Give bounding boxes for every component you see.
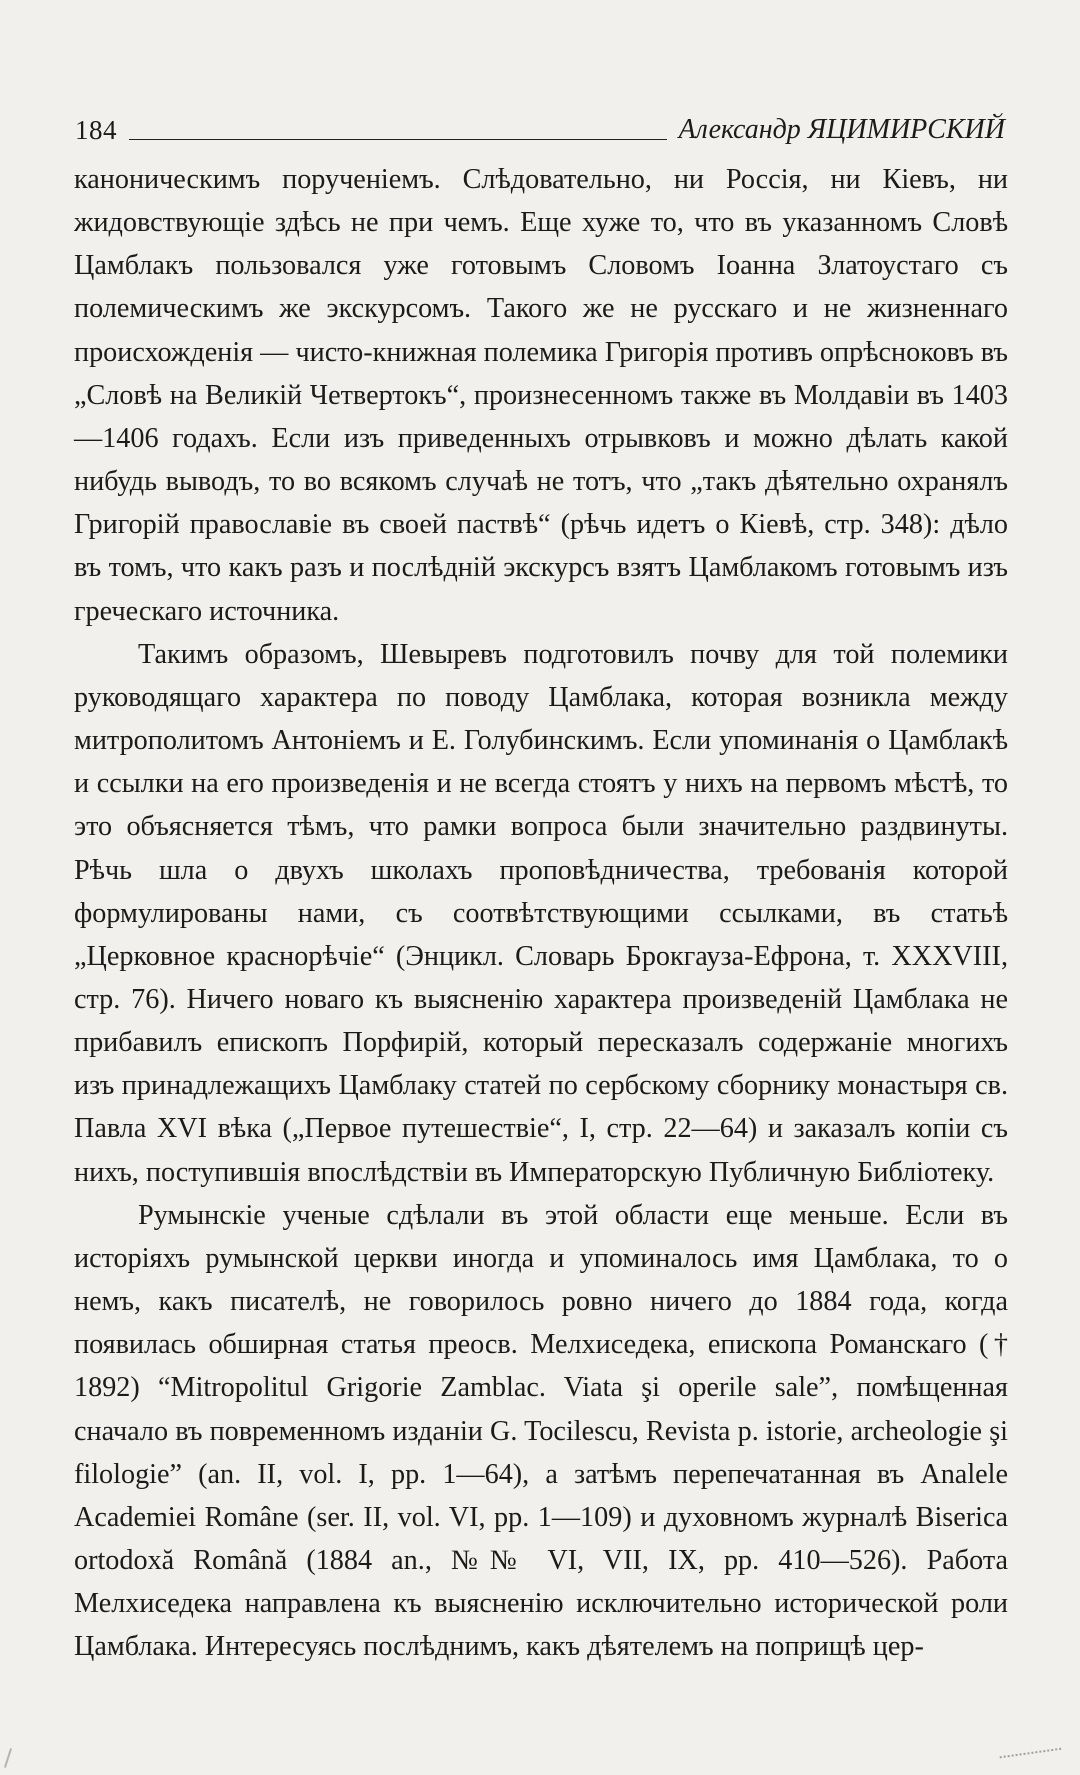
scan-artifact xyxy=(1000,1748,1063,1767)
paragraph-continued: каноническимъ порученіемъ. Слѣдовательно, ни Россія, ни Кіевъ, ни жидовствующіе здѣсь не при чемъ. Еще хуже то, что въ указанномъ Словѣ Цамблакъ пользовался уже готовымъ Словомъ Іоанна Златоустаго съ полемическимъ же экскурсомъ. Такого же не русскаго и не жизненнаго происхожденія — чисто-книжная полемика Григорія противъ опрѣсноковъ въ „Словѣ на Великій Четвертокъ“, произнесенномъ также въ Молдавіи въ 1403—1406 годахъ. Если изъ приведенныхъ отрывковъ и можно дѣлать какой нибудь выводъ, то во всякомъ случаѣ не тотъ, что „такъ дѣятельно охранялъ Григорій православіе въ своей паствѣ“ (рѣчь идетъ о Кіевѣ, стр. 348): дѣло въ томъ, что какъ разъ и послѣдній экскурсъ взятъ Цамблакомъ готовымъ изъ греческаго источника. xyxy=(74,164,1008,627)
paragraph: Румынскіе ученые сдѣлали въ этой области еще меньше. Если въ исторіяхъ румынской церкви иногда и упоминалось имя Цамблака, то о немъ, какъ писателѣ, не говорилось ровно ничего до 1884 года, когда появилась обширная статья преосв. Мелхиседека, епископа Романскаго († 1892) “Mitropolitul Grigorie Zamblac. Viata şi operile sale”, помѣщенная сначало въ повременномъ изданіи G. Tocilescu, Revista p. istorie, archeologie şi filologie” (an. II, vol. I, pp. 1—64), а затѣмъ перепечатанная въ Analele Academiei Române (ser. II, vol. VI, pp. 1—109) и духовномъ журналѣ Biserica ortodoxă Română (1884 an., №№ VI, VII, IX, pp. 410—526). Работа Мелхиседека направлена къ выясненію исключительно исторической роли Цамблака. Интересуясь послѣднимъ, какъ дѣятелемъ на поприщѣ цер- xyxy=(74,1199,1008,1663)
running-title: Александр ЯЦИМИРСКИЙ xyxy=(678,114,1005,145)
running-head xyxy=(75,104,1005,144)
header-rule xyxy=(129,139,667,140)
paragraph: Такимъ образомъ, Шевыревъ подготовилъ почву для той полемики руководящаго характера по поводу Цамблака, которая возникла между митрополитомъ Антоніемъ и Е. Голубинскимъ. Если упоминанія о Цамблакѣ и ссылки на его произведенія и не всегда стоятъ у нихъ на первомъ мѣстѣ, то это объясняется тѣмъ, что рамки вопроса были значительно раздвинуты. Рѣчь шла о двухъ школахъ проповѣдничества, требованія которой формулированы нами, съ соотвѣтствующими ссылками, въ статьѣ „Церковное краснорѣчіе“ (Энцикл. Словарь Брокгауза-Ефрона, т. XXXVIII, стр. 76). Ничего новаго къ выясненію характера произведеній Цамблака не прибавилъ епископъ Порфирій, который пересказалъ содержаніе многихъ изъ принадлежащихъ Цамблаку статей по сербскому сборнику монастыря св. Павла XVI вѣка („Первое путешествіе“, I, стр. 22—64) и заказалъ копіи съ нихъ, поступившія впослѣдствіи въ Императорскую Публичную Библіотеку. xyxy=(74,638,1008,1188)
body-text xyxy=(74,158,1008,1668)
scan-artifact xyxy=(4,1748,12,1768)
page-number: 184 xyxy=(75,115,117,145)
